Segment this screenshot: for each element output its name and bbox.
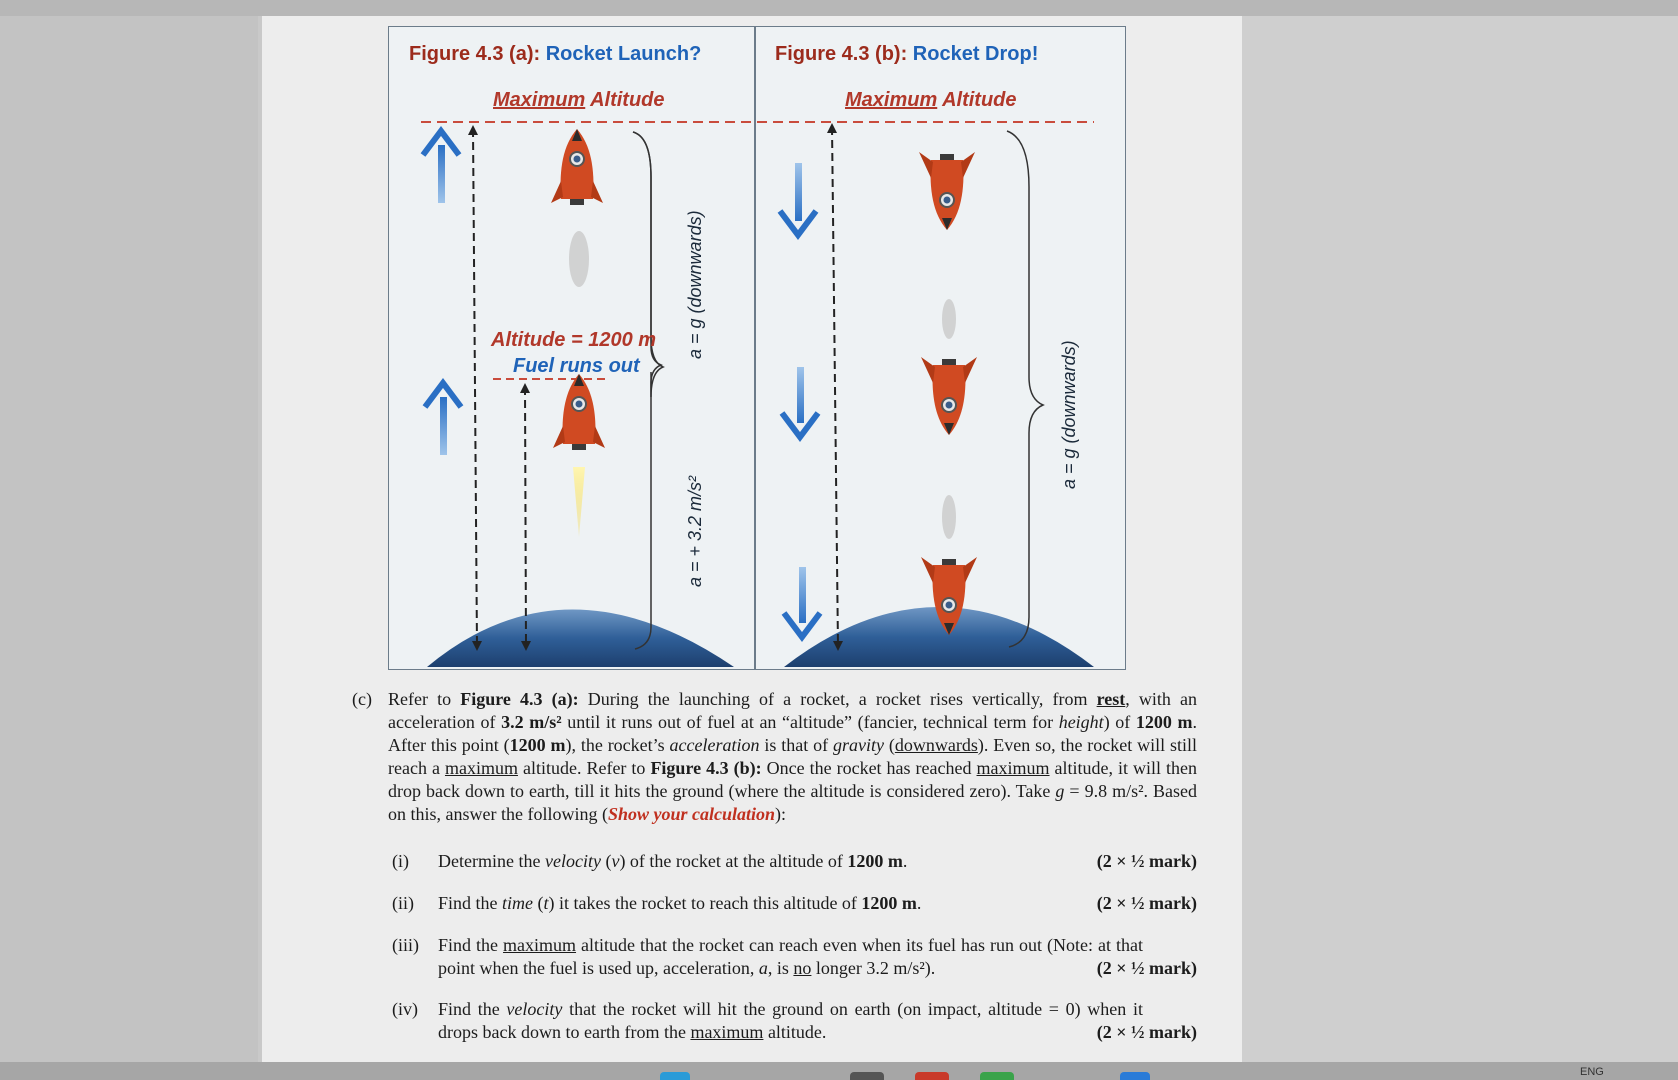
taskbar-app-icon[interactable] — [1120, 1072, 1150, 1080]
mark-i: (2 × ½ mark) — [1096, 851, 1197, 871]
taskbar-app-icon[interactable] — [850, 1072, 884, 1080]
max-altitude-label-b: Maximum Altitude — [845, 89, 1017, 111]
document-page: Figure 4.3 (a): Rocket Launch? Figure 4.3 (b): Rocket Drop! Maximum Altitude Maximum Altitude Altitude = 1200 m Fuel runs out a = g (downwards) a = + 3.2 m/s² a = g (downwards) (c) Refer to Figure 4.3 (a): During the launching of a rocket, a rocket rises vertically, from rest, with an acceleration of 3.2 m/s² until it runs out of fuel at an “altitude” (fancier, technical term for height) of 1200 m. After this point (1200 m), the rocket’s acceleration is that of gravity (downwards). Even so, the rocket will still reach a maximum altitude. Refer to Figure 4.3 (b): Once the rocket has reached maximum altitude, it will then drop back down to earth, till it hits the ground (where the altitude is considered zero). Take g = 9.8 m/s². Based on this, answer the following (Show your calculation): (i) Determine the velocity (v) of the rocket at the altitude of 1200 m. (2 × ½ mark) (ii) Find the time (t) it takes the rocket to reach this altitude of 1200 m. (2 × ½ mark) (iii) Find the maximum altitude that the rocket can reach even when its fuel has run out (Note: at that point when the fuel is used up, acceleration, a, is no longer 3.2 m/s²). (2 × ½ mark) (iv) Find the velocity that the rocket will hit the ground on earth (on impact, altitude = 0) when it drops back down to earth from the maximum altitude. (2 × ½ mark) — [262, 16, 1242, 1062]
part-c-paragraph: (c) Refer to Figure 4.3 (a): During the launching of a rocket, a rocket rises vertically, from rest, with an acceleration of 3.2 m/s² until it runs out of fuel at an “altitude” (fancier, technical term for height) of 1200 m. After this point (1200 m), the rocket’s acceleration is that of gravity (downwards). Even so, the rocket will still reach a maximum altitude. Refer to Figure 4.3 (b): Once the rocket has reached maximum altitude, it will then drop back down to earth, till it hits the ground (where the altitude is considered zero). Take g = 9.8 m/s². Based on this, answer the following (Show your calculation): — [352, 689, 1198, 824]
down-arrow-3 — [784, 567, 820, 637]
rocket-lower-a — [553, 374, 605, 537]
earth-left — [427, 610, 734, 668]
screen-left-area — [0, 16, 258, 1066]
up-arrow-top — [423, 131, 459, 203]
monitor-top-bar — [0, 0, 1678, 16]
accel-gravity-label-a: a = g (downwards) — [685, 210, 705, 359]
mark-iii: (2 × ½ mark) — [1096, 958, 1197, 978]
part-c-text — [352, 688, 1197, 826]
figure-b-title: Figure 4.3 (b): Rocket Drop! — [775, 43, 1039, 65]
taskbar-app-icon[interactable] — [980, 1072, 1014, 1080]
taskbar-app-icon[interactable] — [915, 1072, 949, 1080]
max-altitude-label-a: Maximum Altitude — [493, 89, 665, 111]
rocket-b-2 — [921, 299, 977, 435]
taskbar — [0, 1062, 1678, 1080]
language-indicator[interactable]: ENG — [1580, 1066, 1604, 1078]
fuel-runs-out-label: Fuel runs out — [513, 355, 640, 377]
rocket-upper-a — [551, 129, 603, 287]
down-arrow-2 — [782, 367, 818, 437]
mark-ii: (2 × ½ mark) — [1096, 893, 1197, 913]
down-arrow-1 — [780, 163, 816, 235]
altitude-label: Altitude = 1200 m — [491, 329, 657, 351]
figure-a-title: Figure 4.3 (a): Rocket Launch? — [409, 43, 702, 65]
up-arrow-bottom — [425, 383, 461, 455]
accel-gravity-label-b: a = g (downwards) — [1059, 340, 1079, 489]
mark-iv: (2 × ½ mark) — [1096, 1022, 1197, 1042]
figure-divider — [754, 27, 756, 669]
rocket-b-1 — [919, 152, 975, 230]
figure-4-3 — [388, 26, 1126, 670]
taskbar-app-icon[interactable] — [660, 1072, 690, 1080]
accel-fuel-label-a: a = + 3.2 m/s² — [685, 475, 705, 587]
screen-right-area — [1240, 16, 1678, 1066]
